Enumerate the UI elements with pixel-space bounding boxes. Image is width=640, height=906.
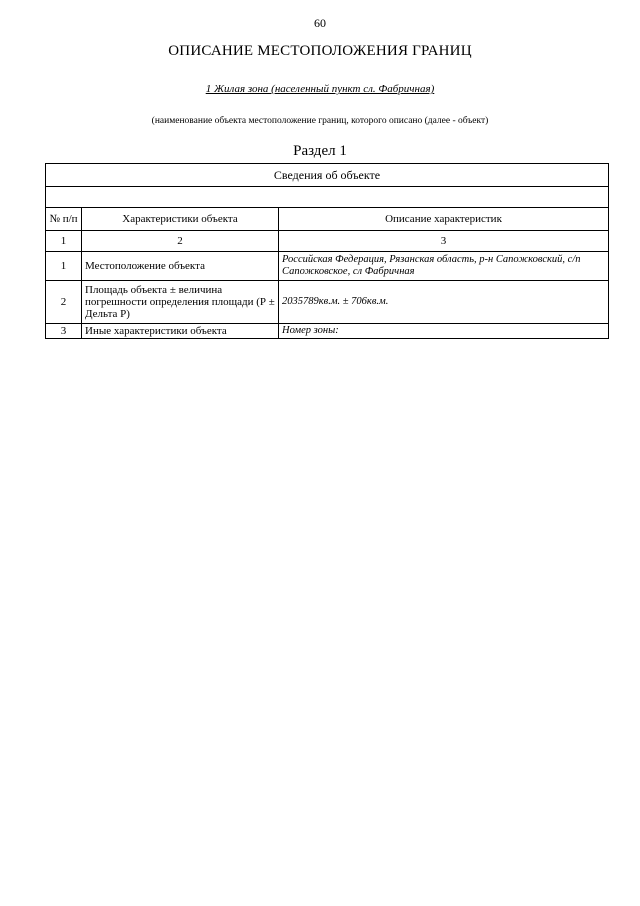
page-number: 60 xyxy=(314,16,326,30)
row-description: Номер зоны: xyxy=(279,324,609,339)
document-title: ОПИСАНИЕ МЕСТОПОЛОЖЕНИЯ ГРАНИЦ xyxy=(168,43,472,59)
object-info-table xyxy=(45,163,609,339)
column-headers xyxy=(46,208,609,231)
row-number: 2 xyxy=(46,281,82,324)
table-row xyxy=(46,252,609,281)
column-header-description: Описание характеристик xyxy=(279,208,609,231)
row-characteristic: Иные характеристики объекта xyxy=(82,324,279,339)
object-name: 1 Жилая зона (населенный пункт сл. Фабричная) xyxy=(205,83,435,95)
row-number: 1 xyxy=(46,252,82,281)
row-description: 2035789кв.м. ± 706кв.м. xyxy=(279,281,609,324)
row-characteristic: Площадь объекта ± величина погрешности определения площади (Р ± Дельта Р) xyxy=(82,281,279,324)
table-blank-row xyxy=(46,187,609,208)
table-row xyxy=(46,281,609,324)
object-caption: (наименование объекта местоположение границ, которого описано (далее - объект) xyxy=(151,116,489,126)
row-description: Российская Федерация, Рязанская область, р-н Сапожковский, с/п Сапожковское, сл Фабричная xyxy=(279,252,609,281)
column-number-2: 2 xyxy=(82,231,279,252)
column-header-characteristic: Характеристики объекта xyxy=(82,208,279,231)
section-title: Раздел 1 xyxy=(293,143,347,159)
column-number-1: 1 xyxy=(46,231,82,252)
column-numbers xyxy=(46,231,609,252)
table-row xyxy=(46,324,609,339)
row-number: 3 xyxy=(46,324,82,339)
column-number-3: 3 xyxy=(279,231,609,252)
row-characteristic: Местоположение объекта xyxy=(82,252,279,281)
column-header-num: № п/п xyxy=(46,208,82,231)
table-header: Сведения об объекте xyxy=(46,164,609,187)
